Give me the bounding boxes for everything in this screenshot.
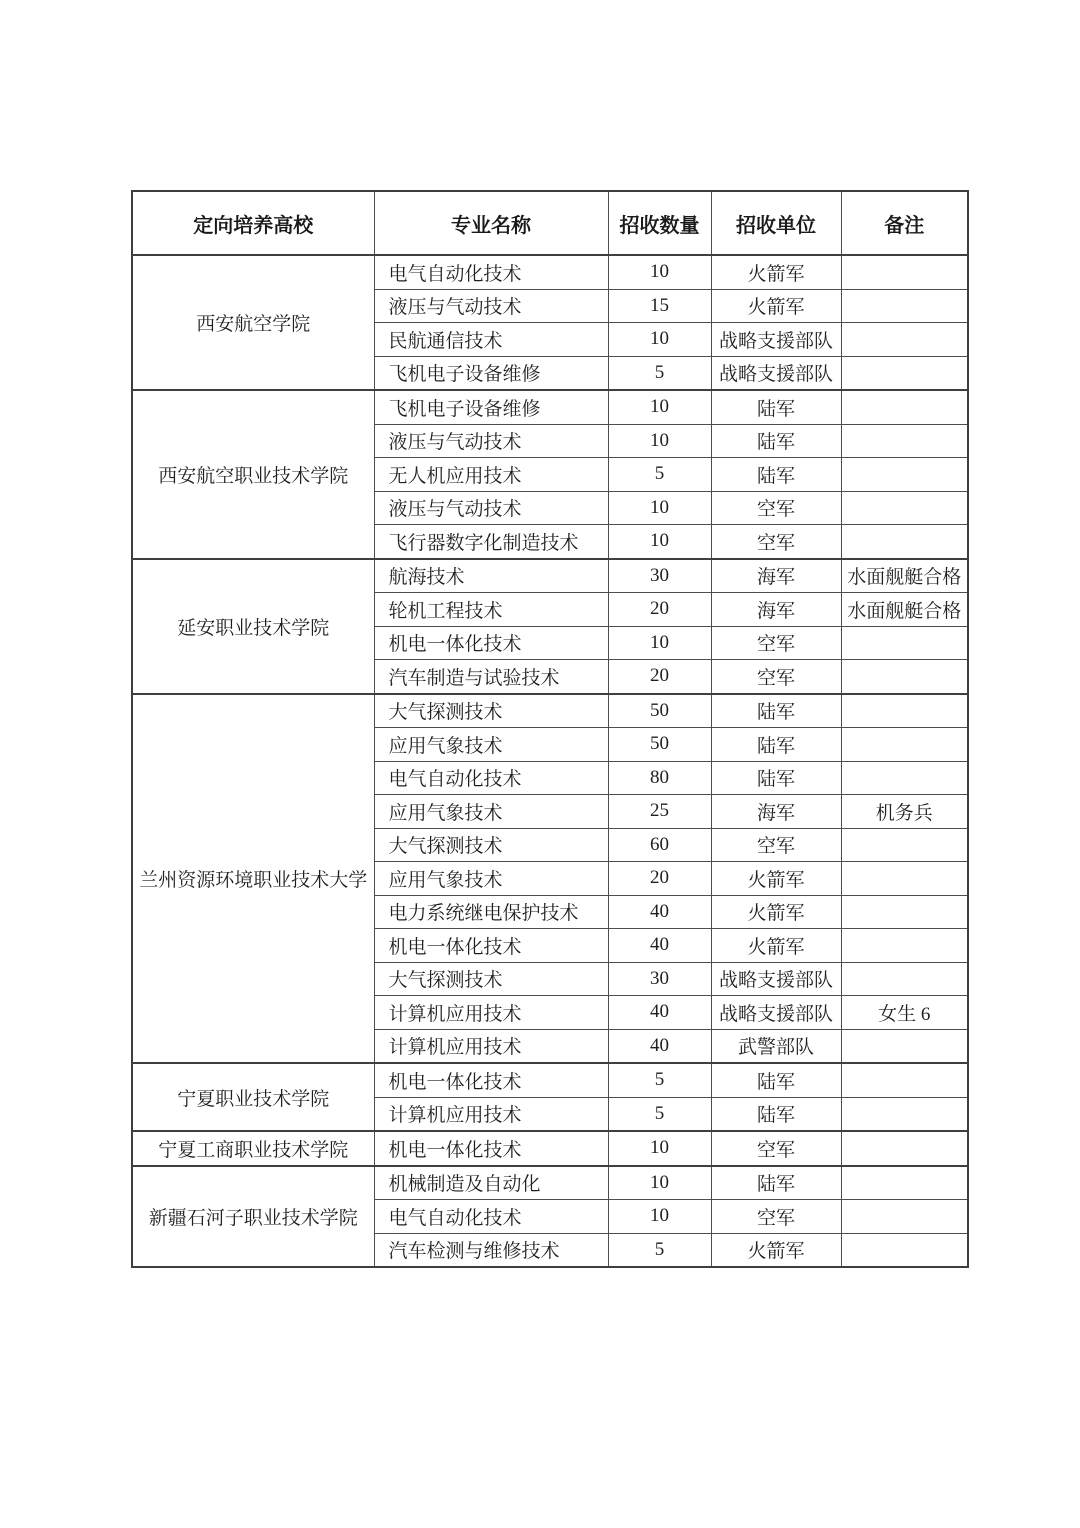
count-cell: 10 <box>608 424 711 458</box>
count-cell: 20 <box>608 660 711 694</box>
note-cell <box>841 289 968 323</box>
note-cell <box>841 1166 968 1200</box>
header-major: 专业名称 <box>374 191 608 255</box>
major-cell: 应用气象技术 <box>374 795 608 829</box>
header-note: 备注 <box>841 191 968 255</box>
count-cell: 10 <box>608 390 711 424</box>
count-cell: 40 <box>608 1029 711 1063</box>
college-cell: 新疆石河子职业技术学院 <box>132 1166 374 1268</box>
major-cell: 计算机应用技术 <box>374 1097 608 1131</box>
count-cell: 25 <box>608 795 711 829</box>
count-cell: 30 <box>608 962 711 996</box>
unit-cell: 陆军 <box>711 1063 841 1097</box>
note-cell <box>841 862 968 896</box>
count-cell: 20 <box>608 862 711 896</box>
major-cell: 机电一体化技术 <box>374 1131 608 1166</box>
count-cell: 10 <box>608 626 711 660</box>
note-cell: 水面舰艇合格 <box>841 559 968 593</box>
major-cell: 电气自动化技术 <box>374 761 608 795</box>
note-cell <box>841 424 968 458</box>
count-cell: 10 <box>608 255 711 289</box>
major-cell: 航海技术 <box>374 559 608 593</box>
count-cell: 5 <box>608 458 711 492</box>
table-header-row <box>132 191 968 255</box>
note-cell <box>841 1233 968 1267</box>
count-cell: 10 <box>608 525 711 559</box>
major-cell: 应用气象技术 <box>374 862 608 896</box>
major-cell: 轮机工程技术 <box>374 593 608 627</box>
major-cell: 机电一体化技术 <box>374 929 608 963</box>
note-cell <box>841 1097 968 1131</box>
major-cell: 液压与气动技术 <box>374 424 608 458</box>
note-cell <box>841 1131 968 1166</box>
note-cell <box>841 323 968 357</box>
major-cell: 电气自动化技术 <box>374 255 608 289</box>
major-cell: 飞行器数字化制造技术 <box>374 525 608 559</box>
note-cell <box>841 356 968 390</box>
college-cell: 兰州资源环境职业技术大学 <box>132 694 374 1064</box>
unit-cell: 火箭军 <box>711 1233 841 1267</box>
note-cell <box>841 895 968 929</box>
note-cell <box>841 1200 968 1234</box>
unit-cell: 海军 <box>711 593 841 627</box>
note-cell <box>841 660 968 694</box>
unit-cell: 战略支援部队 <box>711 323 841 357</box>
college-cell: 西安航空职业技术学院 <box>132 390 374 559</box>
note-cell <box>841 929 968 963</box>
count-cell: 5 <box>608 356 711 390</box>
major-cell: 飞机电子设备维修 <box>374 390 608 424</box>
count-cell: 10 <box>608 323 711 357</box>
college-cell: 宁夏职业技术学院 <box>132 1063 374 1131</box>
table-row <box>132 255 968 289</box>
major-cell: 液压与气动技术 <box>374 491 608 525</box>
count-cell: 20 <box>608 593 711 627</box>
unit-cell: 空军 <box>711 660 841 694</box>
table-row <box>132 1131 968 1166</box>
unit-cell: 战略支援部队 <box>711 962 841 996</box>
note-cell <box>841 525 968 559</box>
unit-cell: 火箭军 <box>711 255 841 289</box>
unit-cell: 空军 <box>711 1131 841 1166</box>
count-cell: 5 <box>608 1233 711 1267</box>
table-row <box>132 559 968 593</box>
note-cell: 水面舰艇合格 <box>841 593 968 627</box>
note-cell: 女生 6 <box>841 996 968 1030</box>
major-cell: 机械制造及自动化 <box>374 1166 608 1200</box>
header-unit: 招收单位 <box>711 191 841 255</box>
unit-cell: 空军 <box>711 626 841 660</box>
note-cell <box>841 761 968 795</box>
count-cell: 40 <box>608 895 711 929</box>
unit-cell: 战略支援部队 <box>711 996 841 1030</box>
count-cell: 60 <box>608 828 711 862</box>
header-college: 定向培养高校 <box>132 191 374 255</box>
unit-cell: 空军 <box>711 525 841 559</box>
unit-cell: 火箭军 <box>711 895 841 929</box>
note-cell <box>841 1063 968 1097</box>
note-cell <box>841 491 968 525</box>
count-cell: 10 <box>608 1200 711 1234</box>
table-row <box>132 694 968 728</box>
count-cell: 50 <box>608 694 711 728</box>
table-row <box>132 1166 968 1200</box>
count-cell: 10 <box>608 1131 711 1166</box>
major-cell: 大气探测技术 <box>374 694 608 728</box>
count-cell: 5 <box>608 1063 711 1097</box>
major-cell: 电气自动化技术 <box>374 1200 608 1234</box>
unit-cell: 海军 <box>711 795 841 829</box>
note-cell <box>841 1029 968 1063</box>
unit-cell: 陆军 <box>711 1166 841 1200</box>
college-cell: 宁夏工商职业技术学院 <box>132 1131 374 1166</box>
header-count: 招收数量 <box>608 191 711 255</box>
note-cell <box>841 728 968 762</box>
major-cell: 计算机应用技术 <box>374 996 608 1030</box>
note-cell <box>841 626 968 660</box>
unit-cell: 火箭军 <box>711 862 841 896</box>
major-cell: 民航通信技术 <box>374 323 608 357</box>
major-cell: 无人机应用技术 <box>374 458 608 492</box>
table-row <box>132 1063 968 1097</box>
major-cell: 汽车检测与维修技术 <box>374 1233 608 1267</box>
unit-cell: 空军 <box>711 1200 841 1234</box>
note-cell <box>841 694 968 728</box>
unit-cell: 火箭军 <box>711 929 841 963</box>
unit-cell: 海军 <box>711 559 841 593</box>
unit-cell: 陆军 <box>711 694 841 728</box>
unit-cell: 陆军 <box>711 390 841 424</box>
unit-cell: 战略支援部队 <box>711 356 841 390</box>
note-cell: 机务兵 <box>841 795 968 829</box>
count-cell: 40 <box>608 996 711 1030</box>
unit-cell: 陆军 <box>711 761 841 795</box>
unit-cell: 武警部队 <box>711 1029 841 1063</box>
count-cell: 5 <box>608 1097 711 1131</box>
college-cell: 西安航空学院 <box>132 255 374 390</box>
major-cell: 应用气象技术 <box>374 728 608 762</box>
major-cell: 电力系统继电保护技术 <box>374 895 608 929</box>
table-row <box>132 390 968 424</box>
note-cell <box>841 390 968 424</box>
major-cell: 汽车制造与试验技术 <box>374 660 608 694</box>
college-cell: 延安职业技术学院 <box>132 559 374 694</box>
major-cell: 机电一体化技术 <box>374 626 608 660</box>
note-cell <box>841 962 968 996</box>
recruitment-table <box>131 190 969 1268</box>
major-cell: 液压与气动技术 <box>374 289 608 323</box>
count-cell: 10 <box>608 491 711 525</box>
major-cell: 机电一体化技术 <box>374 1063 608 1097</box>
major-cell: 大气探测技术 <box>374 962 608 996</box>
unit-cell: 火箭军 <box>711 289 841 323</box>
note-cell <box>841 458 968 492</box>
unit-cell: 空军 <box>711 491 841 525</box>
unit-cell: 陆军 <box>711 424 841 458</box>
major-cell: 飞机电子设备维修 <box>374 356 608 390</box>
count-cell: 10 <box>608 1166 711 1200</box>
count-cell: 50 <box>608 728 711 762</box>
unit-cell: 陆军 <box>711 728 841 762</box>
unit-cell: 空军 <box>711 828 841 862</box>
count-cell: 40 <box>608 929 711 963</box>
count-cell: 80 <box>608 761 711 795</box>
document-page <box>131 190 967 1268</box>
major-cell: 大气探测技术 <box>374 828 608 862</box>
note-cell <box>841 255 968 289</box>
note-cell <box>841 828 968 862</box>
count-cell: 30 <box>608 559 711 593</box>
count-cell: 15 <box>608 289 711 323</box>
unit-cell: 陆军 <box>711 1097 841 1131</box>
unit-cell: 陆军 <box>711 458 841 492</box>
major-cell: 计算机应用技术 <box>374 1029 608 1063</box>
